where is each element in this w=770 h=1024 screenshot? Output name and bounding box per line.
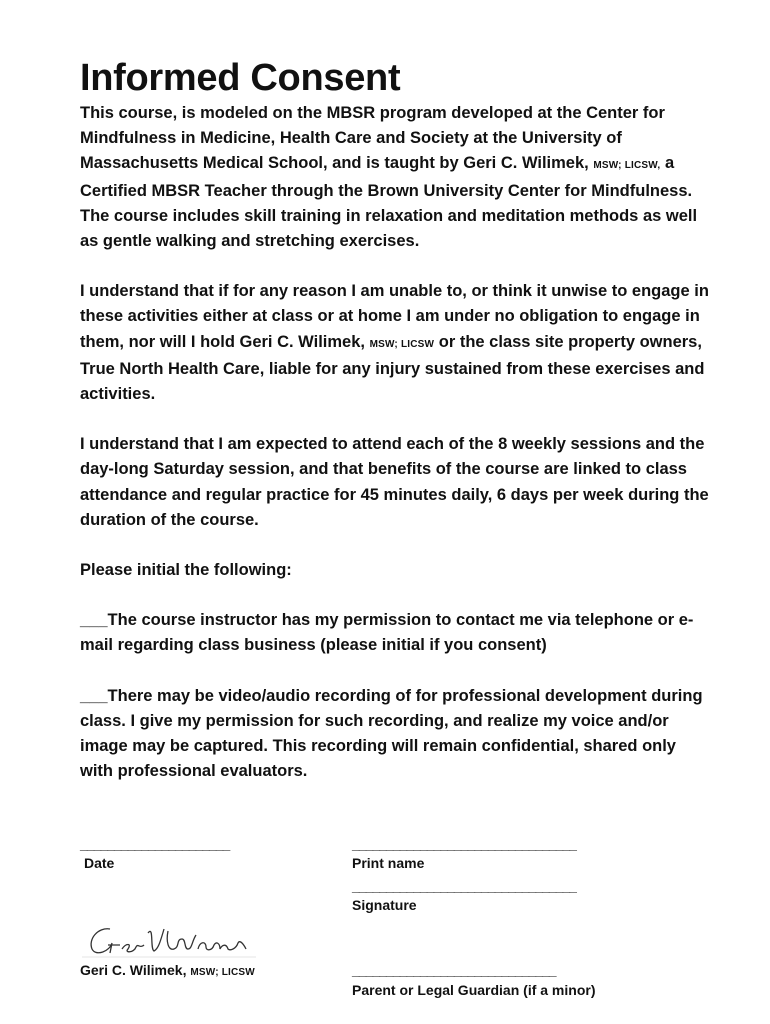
paragraph-initial-instruction: Please initial the following: <box>80 561 292 580</box>
signature-line[interactable]: _________________________________ <box>352 878 576 894</box>
initial-blank[interactable]: ___ <box>80 686 108 705</box>
guardian-line[interactable]: ______________________________ <box>352 962 556 978</box>
paragraph-text: or the class site property owners, True North Health Care, liable for any injury sustained from these exercises and activities. <box>80 332 705 404</box>
date-label: Date <box>84 855 115 871</box>
paragraph-text: a Certified MBSR Teacher through the Brown University Center for Mindfulness. The course includes skill training in relaxation and meditation methods as well as gentle walking and stretching exercises. <box>80 154 698 251</box>
paragraph-course-description <box>80 101 710 254</box>
consent-document <box>80 55 710 784</box>
signature-label: Signature <box>352 897 417 913</box>
guardian-label: Parent or Legal Guardian (if a minor) <box>352 982 596 998</box>
consent-item-recording <box>80 684 710 785</box>
consent-item-contact <box>80 608 710 658</box>
paragraph-attendance: I understand that I am expected to attend each of the 8 weekly sessions and the day-long Saturday session, and that benefits of the course are linked to class attendance and regular practice for 45 minutes daily, 6 days per week during the duration of the course. <box>80 435 709 529</box>
date-line[interactable]: ______________________ <box>80 836 230 852</box>
initial-blank[interactable]: ___ <box>80 611 108 630</box>
paragraph-text: I understand that if for any reason I am unable to, or think it unwise to engage in these activities either at class or at home I am under no obligation to engage in them, nor will I hold Geri C. Wilimek, <box>80 282 709 351</box>
consent-item-text: There may be video/audio recording of for professional development during class. I give my permission for such recording, and realize my voice and/or image may be captured. This recording will remain confidential, shared only with professional evaluators. <box>80 686 703 781</box>
page-title: Informed Consent <box>80 57 401 99</box>
instructor-credentials: MSW; LICSW <box>190 967 255 978</box>
credentials: MSW; LICSW <box>369 338 435 350</box>
credentials: MSW; LICSW, <box>593 160 661 172</box>
print-name-line[interactable]: _________________________________ <box>352 836 576 852</box>
instructor-name <box>80 962 255 978</box>
print-name-label: Print name <box>352 855 425 871</box>
consent-item-text: The course instructor has my permission to contact me via telephone or e-mail regarding class business (please initial if you consent) <box>80 611 694 655</box>
paragraph-text: This course, is modeled on the MBSR program developed at the Center for Mindfulness in Medicine, Health Care and Society at the University of Massachusetts Medical School, and is taught by Geri C. Wilimek, <box>80 104 665 173</box>
instructor-name-text: Geri C. Wilimek, <box>80 962 187 978</box>
handwritten-signature-image <box>80 915 260 965</box>
paragraph-liability <box>80 279 710 407</box>
